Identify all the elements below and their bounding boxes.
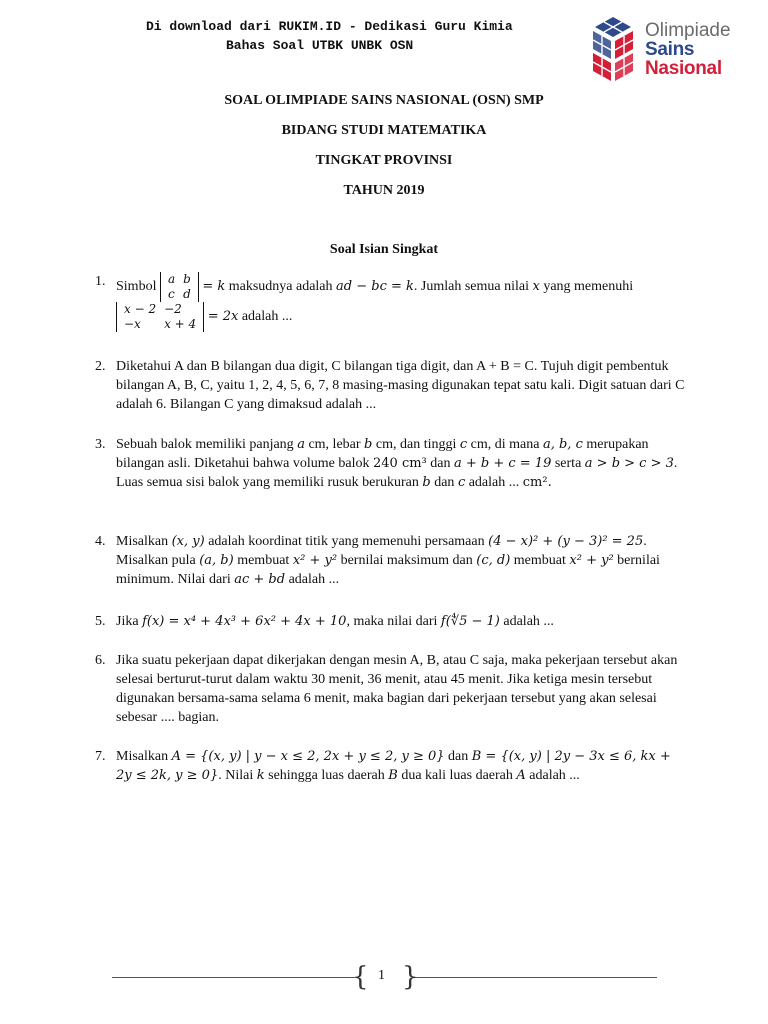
question-text: Jika suatu pekerjaan dapat dikerjakan dengan mesin A, B, atau C saja, maka pekerjaan tersebut akan selesai berturut-turut dalam waktu 30 menit, 36 menit, atau 45 menit. Jika ketiga mesin tersebut digunakan bersama-sama selama 6 menit, maka bagian dari pekerjaan tersebut yang akan selesai sebesar .... bagian.	[116, 653, 678, 725]
question-text: dan	[448, 749, 469, 764]
question-text: maksudnya adalah	[228, 279, 333, 295]
question-number: 1.	[95, 274, 106, 289]
math-expression: a	[297, 437, 305, 452]
math-expression: B = {(x, y) | 2y − 3x ≤ 6, kx + 2y ≤ 2k, y ≥ 0}	[116, 749, 671, 783]
question-text: membuat	[237, 553, 290, 568]
header-line-1: Di download dari RUKIM.ID - Dedikasi Guru Kimia	[146, 19, 513, 34]
osn-logo	[585, 15, 760, 85]
math-expression: ac + bd	[234, 572, 286, 587]
math-expression: cm².	[522, 475, 552, 490]
question-text: cm, dan tinggi	[375, 437, 457, 452]
logo-cube-icon	[585, 15, 641, 83]
math-expression: c	[459, 437, 468, 452]
header-line-2: Bahas Soal UTBK UNBK OSN	[226, 38, 414, 53]
question-3	[95, 435, 685, 492]
math-expression: x² + y²	[569, 553, 614, 568]
title-level: TINGKAT PROVINSI	[315, 153, 453, 168]
question-number: 7.	[95, 749, 106, 764]
math-expression: = k	[202, 279, 226, 295]
math-expression: b	[364, 437, 373, 452]
math-expression: f(∜5 − 1)	[440, 614, 500, 629]
math-expression: f(x) = x⁴ + 4x³ + 6x² + 4x + 10	[142, 614, 347, 629]
math-expression: x	[532, 279, 540, 295]
question-text: Misalkan	[116, 534, 169, 549]
question-text: sehingga luas daerah	[268, 768, 385, 783]
footer-divider-left	[112, 977, 355, 978]
math-expression: (a, b)	[199, 553, 234, 568]
question-text: Jika	[116, 614, 139, 629]
question-number: 6.	[95, 653, 106, 668]
question-number: 5.	[95, 614, 106, 629]
question-text: adalah ...	[288, 572, 340, 587]
question-text: Misalkan	[116, 749, 169, 764]
logo-text-sains: Sains	[645, 39, 695, 60]
math-expression: ad − bc = k	[336, 279, 414, 295]
math-expression: k	[256, 768, 265, 783]
question-text: Diketahui A dan B bilangan dua digit, C bilangan tiga digit, dan A + B = C. Tujuh digit pembentuk bilangan A, B, C, yaitu 1, 2, 4, 5, 6, 7, 8 masing-masing digunakan tepat satu kali. Digit satuan dari C adalah 6. Bilangan C yang dimaksud adalah ...	[116, 359, 685, 412]
math-expression: a + b + c = 19	[453, 456, 552, 471]
math-expression: (c, d)	[476, 553, 511, 568]
math-expression: = 2x	[207, 309, 239, 325]
question-text: adalah koordinat titik yang memenuhi persamaan	[208, 534, 485, 549]
question-6	[95, 651, 685, 727]
question-text: cm, lebar	[308, 437, 361, 452]
question-number: 2.	[95, 359, 106, 374]
question-text: membuat	[513, 553, 566, 568]
footer-divider-right	[413, 977, 657, 978]
math-expression: (x, y)	[171, 534, 205, 549]
math-expression: A = {(x, y) | y − x ≤ 2, 2x + y ≤ 2, y ≥ 0}	[171, 749, 445, 764]
question-number: 3.	[95, 437, 106, 452]
question-text: adalah ...	[529, 768, 580, 783]
math-expression: c	[457, 475, 466, 490]
question-number: 4.	[95, 534, 106, 549]
math-expression: 240 cm³	[373, 456, 427, 471]
logo-text-nasional: Nasional	[645, 58, 722, 79]
question-5	[95, 612, 685, 631]
question-2	[95, 357, 685, 414]
determinant-equation: x − 2 −2 −x x + 4	[116, 302, 204, 332]
math-expression: a, b, c	[542, 437, 583, 452]
question-text: serta	[554, 456, 582, 471]
question-text: bernilai minimum. Nilai dari	[116, 553, 660, 587]
section-heading: Soal Isian Singkat	[329, 242, 439, 257]
question-text: , maka nilai dari	[346, 614, 438, 629]
logo-text-olimpiade: Olimpiade	[645, 20, 731, 41]
math-expression: B	[388, 768, 398, 783]
question-text: yang memenuhi	[543, 279, 634, 295]
question-text: dua kali luas daerah	[401, 768, 513, 783]
question-text: . Luas semua sisi balok yang memiliki rusuk berukuran	[116, 456, 678, 490]
determinant-symbol: a b c d	[160, 272, 199, 302]
question-text: . Jumlah semua nilai	[413, 279, 529, 295]
question-4	[95, 532, 685, 589]
title-competition: SOAL OLIMPIADE SAINS NASIONAL (OSN) SMP	[224, 93, 544, 108]
question-text: merupakan bilangan asli. Diketahui bahwa volume balok	[116, 437, 649, 471]
question-text: . Misalkan pula	[116, 534, 647, 568]
math-expression: A	[516, 768, 526, 783]
question-text: . Nilai	[218, 768, 254, 783]
question-text: adalah ...	[503, 614, 554, 629]
footer-right-brace: }	[402, 962, 419, 992]
footer-left-brace: {	[352, 962, 369, 992]
question-text: cm, di mana	[470, 437, 540, 452]
math-expression: a > b > c > 3	[584, 456, 674, 471]
question-text: Simbol	[116, 279, 157, 295]
math-expression: (4 − x)² + (y − 3)² = 25	[488, 534, 644, 549]
question-text: dan	[434, 475, 455, 490]
title-year: TAHUN 2019	[343, 183, 425, 198]
question-text: dan	[430, 456, 451, 471]
question-text: adalah ...	[241, 309, 293, 325]
math-expression: x² + y²	[292, 553, 338, 568]
question-1	[95, 272, 685, 332]
question-text: Sebuah balok memiliki panjang	[116, 437, 294, 452]
page-number: 1	[378, 968, 385, 983]
question-text: bernilai maksimum dan	[340, 553, 473, 568]
question-text: adalah ...	[468, 475, 520, 490]
question-7	[95, 747, 685, 785]
title-subject: BIDANG STUDI MATEMATIKA	[281, 123, 487, 138]
math-expression: b	[422, 475, 431, 490]
